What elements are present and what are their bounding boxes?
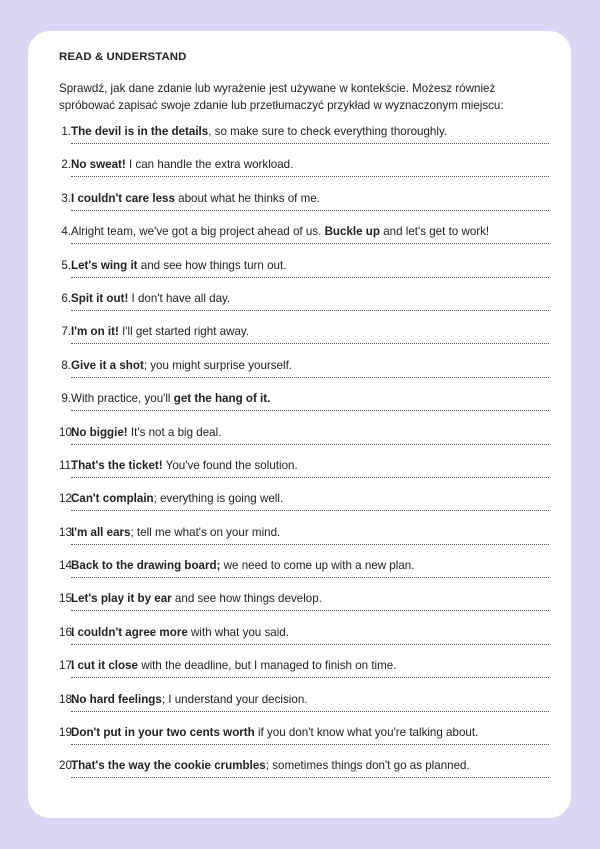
answer-line[interactable] [71, 510, 549, 511]
item-number: 13. [59, 525, 76, 539]
sentence-text [71, 224, 489, 240]
example-sentence [59, 356, 549, 374]
idiom-phrase: Can't complain [71, 492, 154, 506]
idiom-phrase: No biggie! [71, 425, 128, 439]
example-sentence [59, 656, 549, 674]
answer-line[interactable] [71, 777, 549, 778]
example-sentence [59, 155, 549, 173]
worksheet-instructions: Sprawdź, jak dane zdanie lub wyrażenie jest używane w kontekście. Możesz również spróbować zapisać swoje zdanie lub przetłumaczyć przykład w wyznaczonym miejscu: [59, 82, 504, 112]
example-sentence [59, 723, 549, 741]
idiom-phrase: Don't put in your two cents worth [71, 726, 255, 740]
list-item [59, 389, 549, 422]
item-number: 15. [59, 592, 76, 606]
sentence-text [71, 425, 221, 441]
sentence-text [71, 525, 280, 541]
idiom-phrase: No hard feelings [71, 692, 162, 706]
example-sentence [59, 690, 549, 708]
answer-line[interactable] [71, 343, 549, 344]
sentence-text [71, 258, 286, 274]
sentence-text [71, 625, 289, 641]
sentence-text [71, 692, 308, 708]
answer-line[interactable] [71, 176, 549, 177]
answer-line[interactable] [71, 143, 549, 144]
list-item [59, 256, 549, 289]
answer-line[interactable] [71, 744, 549, 745]
sentence-text [71, 491, 283, 507]
example-sentence [59, 556, 549, 574]
idiom-phrase: I couldn't agree more [71, 625, 188, 639]
item-number: 5. [61, 258, 71, 272]
item-number: 4. [61, 225, 71, 239]
answer-line[interactable] [71, 544, 549, 545]
list-item [59, 456, 549, 489]
answer-line[interactable] [71, 210, 549, 211]
item-number: 18. [59, 692, 76, 706]
sentence-after: You've found the solution. [162, 458, 298, 472]
list-item [59, 356, 549, 389]
item-number: 6. [61, 291, 71, 305]
sentence-after: and let's get to work! [379, 225, 490, 239]
example-sentence [59, 423, 549, 441]
sentence-after: ; I understand your decision. [161, 692, 308, 706]
item-number: 2. [61, 158, 71, 172]
example-sentence [59, 623, 549, 641]
sentence-after: ; tell me what's on your mind. [130, 525, 281, 539]
answer-line[interactable] [71, 410, 549, 411]
list-item [59, 155, 549, 188]
answer-line[interactable] [71, 711, 549, 712]
item-number: 10. [59, 425, 76, 439]
list-item [59, 523, 549, 556]
answer-line[interactable] [71, 577, 549, 578]
example-sentence [59, 222, 549, 240]
sentence-after: with the deadline, but I managed to finish on time. [138, 659, 397, 673]
sentence-text [71, 324, 249, 340]
item-number: 11. [59, 458, 75, 472]
worksheet-card [28, 31, 571, 818]
example-sentence [59, 322, 549, 340]
idiom-phrase: I'm all ears [71, 525, 131, 539]
example-sentence [59, 289, 549, 307]
answer-line[interactable] [71, 610, 549, 611]
example-sentence [59, 122, 549, 140]
sentence-after: if you don't know what you're talking about. [254, 726, 479, 740]
example-sentence [59, 589, 549, 607]
sentence-before: Alright team, we've got a big project ahead of us. [71, 225, 325, 239]
answer-line[interactable] [71, 377, 549, 378]
idiom-phrase: I cut it close [71, 659, 139, 673]
list-item [59, 489, 549, 522]
idiom-phrase: Spit it out! [71, 291, 129, 305]
sentence-text [71, 157, 293, 173]
list-item [59, 656, 549, 689]
answer-line[interactable] [71, 277, 549, 278]
item-number: 7. [61, 325, 71, 339]
list-item [59, 623, 549, 656]
sentence-after: , so make sure to check everything thoroughly. [208, 125, 448, 138]
idiom-phrase: That's the ticket! [71, 458, 163, 472]
idiom-phrase: Let's wing it [71, 258, 138, 272]
sentence-text [71, 358, 292, 374]
item-number: 16. [59, 625, 76, 639]
sentence-before: With practice, you'll [71, 392, 174, 406]
sentence-after: and see how things turn out. [137, 258, 287, 272]
sentence-after: with what you said. [187, 625, 289, 639]
sentence-text [71, 558, 414, 574]
list-item [59, 556, 549, 589]
item-number: 20. [59, 759, 76, 773]
example-sentence [59, 189, 549, 207]
answer-line[interactable] [71, 444, 549, 445]
idiom-phrase: That's the way the cookie crumbles [71, 759, 266, 773]
sentence-after: I can handle the extra workload. [125, 158, 294, 172]
example-sentence [59, 256, 549, 274]
item-number: 3. [61, 191, 71, 205]
sentence-text [71, 591, 322, 607]
list-item [59, 189, 549, 222]
sentence-text [71, 458, 298, 474]
sentence-after: about what he thinks of me. [174, 191, 320, 205]
example-sentence [59, 489, 549, 507]
answer-line[interactable] [71, 677, 549, 678]
item-number: 14. [59, 559, 76, 573]
list-item [59, 322, 549, 355]
sentence-after: ; everything is going well. [153, 492, 284, 506]
idiom-phrase: get the hang of it. [173, 392, 271, 406]
answer-line[interactable] [71, 644, 549, 645]
idiom-phrase: No sweat! [71, 158, 126, 172]
sentence-after: and see how things develop. [171, 592, 322, 606]
sentence-after: we need to come up with a new plan. [220, 559, 415, 573]
sentence-text [71, 191, 320, 207]
phrase-list [59, 122, 549, 790]
sentence-text [71, 658, 396, 674]
list-item [59, 122, 549, 155]
list-item [59, 289, 549, 322]
idiom-phrase: I'm on it! [71, 325, 119, 339]
sentence-after: It's not a big deal. [127, 425, 222, 439]
idiom-phrase: Let's play it by ear [71, 592, 172, 606]
sentence-text [71, 291, 230, 307]
worksheet-title: READ & UNDERSTAND [59, 51, 187, 63]
idiom-phrase: Buckle up [324, 225, 380, 239]
item-number: 1. [61, 125, 71, 138]
answer-line[interactable] [71, 477, 549, 478]
example-sentence [59, 456, 549, 474]
list-item [59, 589, 549, 622]
sentence-after: ; sometimes things don't go as planned. [265, 759, 470, 773]
list-item [59, 756, 549, 789]
idiom-phrase: Give it a shot [71, 358, 144, 372]
idiom-phrase: The devil is in the details [71, 125, 209, 138]
item-number: 12. [59, 492, 76, 506]
example-sentence [59, 756, 549, 774]
item-number: 19. [59, 726, 76, 740]
example-sentence [59, 523, 549, 541]
answer-line[interactable] [71, 310, 549, 311]
item-number: 17. [59, 659, 76, 673]
sentence-text [71, 391, 270, 407]
sentence-after: I'll get started right away. [118, 325, 250, 339]
list-item [59, 723, 549, 756]
list-item [59, 690, 549, 723]
sentence-text [71, 758, 470, 774]
sentence-after: ; you might surprise yourself. [143, 358, 293, 372]
sentence-after: I don't have all day. [128, 291, 231, 305]
answer-line[interactable] [71, 243, 549, 244]
list-item [59, 423, 549, 456]
example-sentence [59, 389, 549, 407]
item-number: 8. [61, 358, 71, 372]
idiom-phrase: Back to the drawing board; [71, 559, 221, 573]
sentence-text [71, 124, 447, 140]
idiom-phrase: I couldn't care less [71, 191, 175, 205]
item-number: 9. [61, 392, 71, 406]
list-item [59, 222, 549, 255]
sentence-text [71, 725, 478, 741]
